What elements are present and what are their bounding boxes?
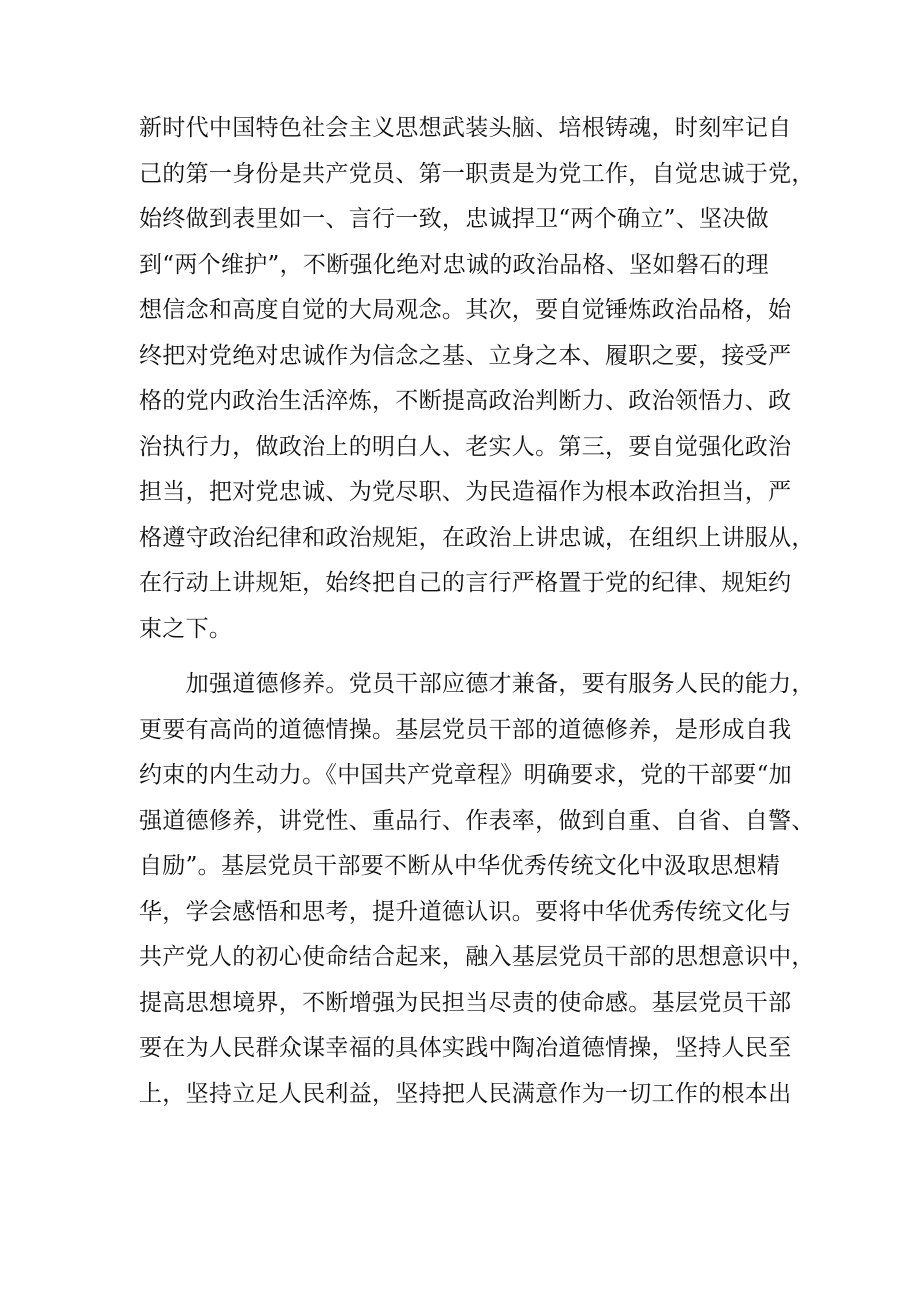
text-line: 治执行力，做政治上的明白人、老实人。第三，要自觉强化政治 (139, 433, 792, 460)
text-line: 华，学会感悟和思考，提升道德认识。要将中华优秀传统文化与 (139, 898, 792, 925)
text-line: 格遵守政治纪律和政治规矩，在政治上讲忠诚，在组织上讲服从， (139, 524, 815, 551)
text-line: 到“两个维护”，不断强化绝对忠诚的政治品格、坚如磐石的理 (139, 251, 769, 278)
text-line: 自励”。基层党员干部要不断从中华优秀传统文化中汲取思想精 (139, 853, 781, 879)
text-line: 更要有高尚的道德情操。基层党员干部的道德修养，是形成自我 (139, 716, 792, 743)
text-line: 终把对党绝对忠诚作为信念之基、立身之本、履职之要，接受严 (139, 342, 792, 369)
text-line: 约束的内生动力。《中国共产党章程》明确要求，党的干部要“加 (139, 762, 792, 788)
text-line: 束之下。 (139, 615, 233, 642)
text-line: 始终做到表里如一、言行一致，忠诚捍卫“两个确立”、坚决做 (139, 206, 769, 232)
paragraph-political-loyalty (139, 106, 815, 652)
text-line: 想信念和高度自觉的大局观念。其次，要自觉锤炼政治品格，始 (139, 297, 792, 323)
text-line: 加强道德修养。党员干部应德才兼备，要有服务人民的能力， (139, 671, 815, 697)
text-line: 格的党内政治生活淬炼，不断提高政治判断力、政治领悟力、政 (139, 388, 792, 414)
paragraph-moral-cultivation (139, 662, 815, 1117)
text-line: 在行动上讲规矩，始终把自己的言行严格置于党的纪律、规矩约 (139, 570, 792, 596)
text-line: 上，坚持立足人民利益，坚持把人民满意作为一切工作的根本出 (139, 1080, 792, 1107)
text-line: 强道德修养，讲党性、重品行、作表率，做到自重、自省、自警、 (139, 807, 815, 834)
text-line: 新时代中国特色社会主义思想武装头脑、培根铸魂，时刻牢记自 (139, 115, 792, 141)
text-line: 共产党人的初心使命结合起来，融入基层党员干部的思想意识中， (139, 944, 815, 970)
text-line: 提高思想境界，不断增强为民担当尽责的使命感。基层党员干部 (139, 989, 792, 1016)
text-line: 要在为人民群众谋幸福的具体实践中陶冶道德情操，坚持人民至 (139, 1035, 792, 1061)
text-line: 己的第一身份是共产党员、第一职责是为党工作，自觉忠诚于党， (139, 160, 815, 187)
text-line: 担当，把对党忠诚、为党尽职、为民造福作为根本政治担当，严 (139, 479, 792, 505)
